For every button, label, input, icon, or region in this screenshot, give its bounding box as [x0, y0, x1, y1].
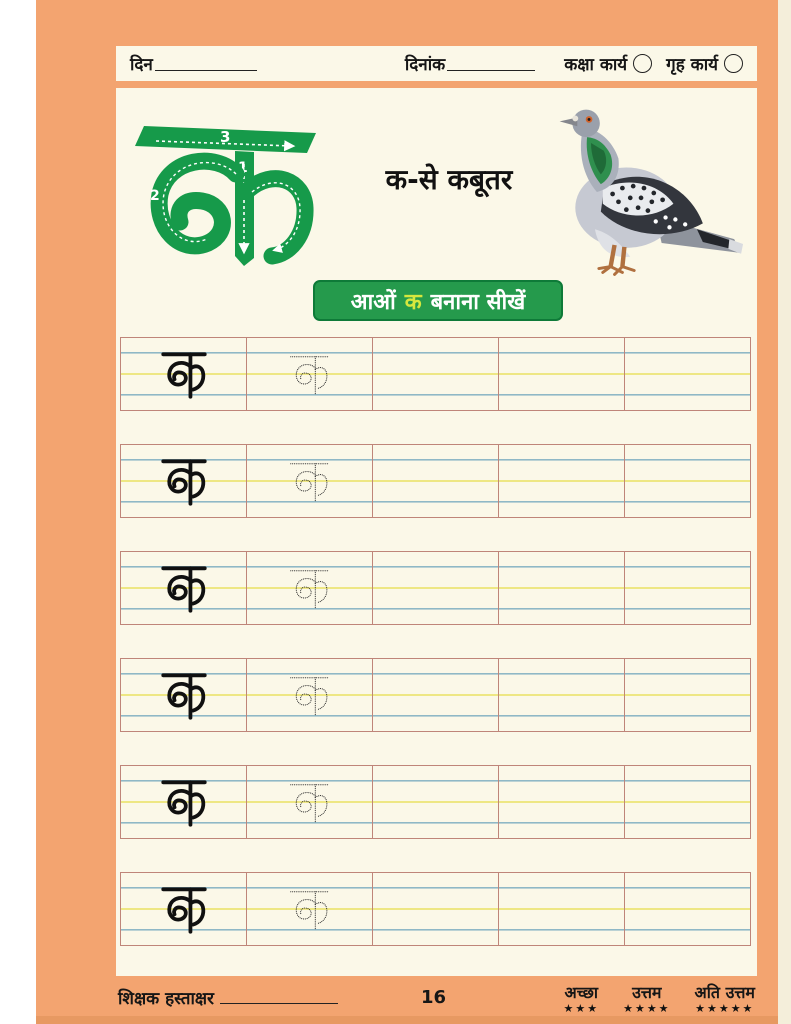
ka-solid-glyph — [161, 563, 207, 613]
rating-scale — [564, 984, 756, 1015]
practice-row — [120, 551, 751, 625]
trace-letter-cell[interactable] — [246, 659, 372, 731]
trace-letter-cell[interactable] — [246, 766, 372, 838]
empty-practice-cell[interactable] — [498, 659, 624, 731]
rating-label: अति उत्तम — [694, 983, 755, 1002]
model-letter-cell — [121, 873, 246, 945]
empty-practice-cell[interactable] — [624, 445, 750, 517]
empty-practice-cell[interactable] — [624, 659, 750, 731]
trace-letter-cell[interactable] — [246, 873, 372, 945]
ka-dotted-glyph — [289, 887, 330, 932]
rating-item — [623, 984, 670, 1015]
stroke-number-1: 1 — [238, 160, 248, 176]
empty-practice-cell[interactable] — [498, 445, 624, 517]
date-input-line[interactable] — [447, 56, 535, 71]
trace-letter-cell[interactable] — [246, 338, 372, 410]
rating-stars: ★★★ — [563, 1002, 600, 1015]
model-letter-cell — [121, 766, 246, 838]
ka-solid-glyph — [161, 670, 207, 720]
empty-practice-cell[interactable] — [498, 338, 624, 410]
header-strip — [116, 46, 757, 81]
footer — [116, 984, 757, 1020]
ka-dotted-glyph — [289, 352, 330, 397]
stroke-number-3: 3 — [220, 128, 231, 146]
signature-label: शिक्षक हस्ताक्षर — [118, 989, 215, 1009]
practice-row — [120, 658, 751, 732]
empty-practice-cell[interactable] — [624, 338, 750, 410]
model-letter-cell — [121, 338, 246, 410]
stroke-order-letter-ka — [132, 106, 332, 278]
homework-label: गृह कार्य — [666, 55, 718, 75]
empty-practice-cell[interactable] — [372, 873, 498, 945]
page-number: 16 — [421, 987, 447, 1008]
rating-item — [564, 984, 600, 1015]
ka-solid-glyph — [161, 349, 207, 399]
model-letter-cell — [121, 445, 246, 517]
ka-solid-glyph — [161, 456, 207, 506]
date-label: दिनांक — [404, 55, 446, 75]
empty-practice-cell[interactable] — [372, 766, 498, 838]
empty-practice-cell[interactable] — [498, 766, 624, 838]
banner-suffix: बनाना सीखें — [430, 289, 526, 315]
page-bottom-edge — [36, 1016, 778, 1024]
rating-stars: ★★★★★ — [695, 1002, 755, 1015]
practice-row — [120, 337, 751, 411]
homework-checkbox[interactable] — [724, 54, 743, 73]
practice-row — [120, 872, 751, 946]
rating-label: अच्छा — [564, 983, 599, 1002]
practice-row — [120, 444, 751, 518]
ka-solid-glyph — [161, 777, 207, 827]
day-label: दिन — [130, 55, 153, 75]
classwork-label: कक्षा कार्य — [564, 55, 628, 75]
ka-solid-glyph — [161, 884, 207, 934]
pigeon-image — [540, 92, 746, 292]
day-input-line[interactable] — [155, 56, 257, 71]
empty-practice-cell[interactable] — [372, 445, 498, 517]
banner-highlight-letter: क — [404, 289, 422, 315]
model-letter-cell — [121, 659, 246, 731]
ka-dotted-glyph — [289, 673, 330, 718]
rating-stars: ★★★★ — [623, 1002, 671, 1015]
practice-row — [120, 765, 751, 839]
empty-practice-cell[interactable] — [624, 766, 750, 838]
phrase-text: क-से कबूतर — [385, 163, 513, 196]
ka-dotted-glyph — [289, 780, 330, 825]
signature-input-line[interactable] — [220, 989, 338, 1004]
empty-practice-cell[interactable] — [372, 552, 498, 624]
rating-label: उत्तम — [632, 983, 662, 1002]
empty-practice-cell[interactable] — [498, 873, 624, 945]
ka-dotted-glyph — [289, 459, 330, 504]
banner-prefix: आओं — [350, 289, 396, 315]
empty-practice-cell[interactable] — [372, 659, 498, 731]
lesson-card — [116, 88, 757, 976]
trace-letter-cell[interactable] — [246, 552, 372, 624]
stroke-number-2: 2 — [150, 188, 160, 204]
model-letter-cell — [121, 552, 246, 624]
empty-practice-cell[interactable] — [624, 552, 750, 624]
trace-letter-cell[interactable] — [246, 445, 372, 517]
activity-banner — [313, 280, 563, 321]
empty-practice-cell[interactable] — [624, 873, 750, 945]
empty-practice-cell[interactable] — [372, 338, 498, 410]
worksheet-page — [36, 0, 778, 1024]
ka-dotted-glyph — [289, 566, 330, 611]
page-right-margin — [778, 0, 791, 1024]
classwork-checkbox[interactable] — [633, 54, 652, 73]
rating-item — [695, 984, 755, 1015]
empty-practice-cell[interactable] — [498, 552, 624, 624]
